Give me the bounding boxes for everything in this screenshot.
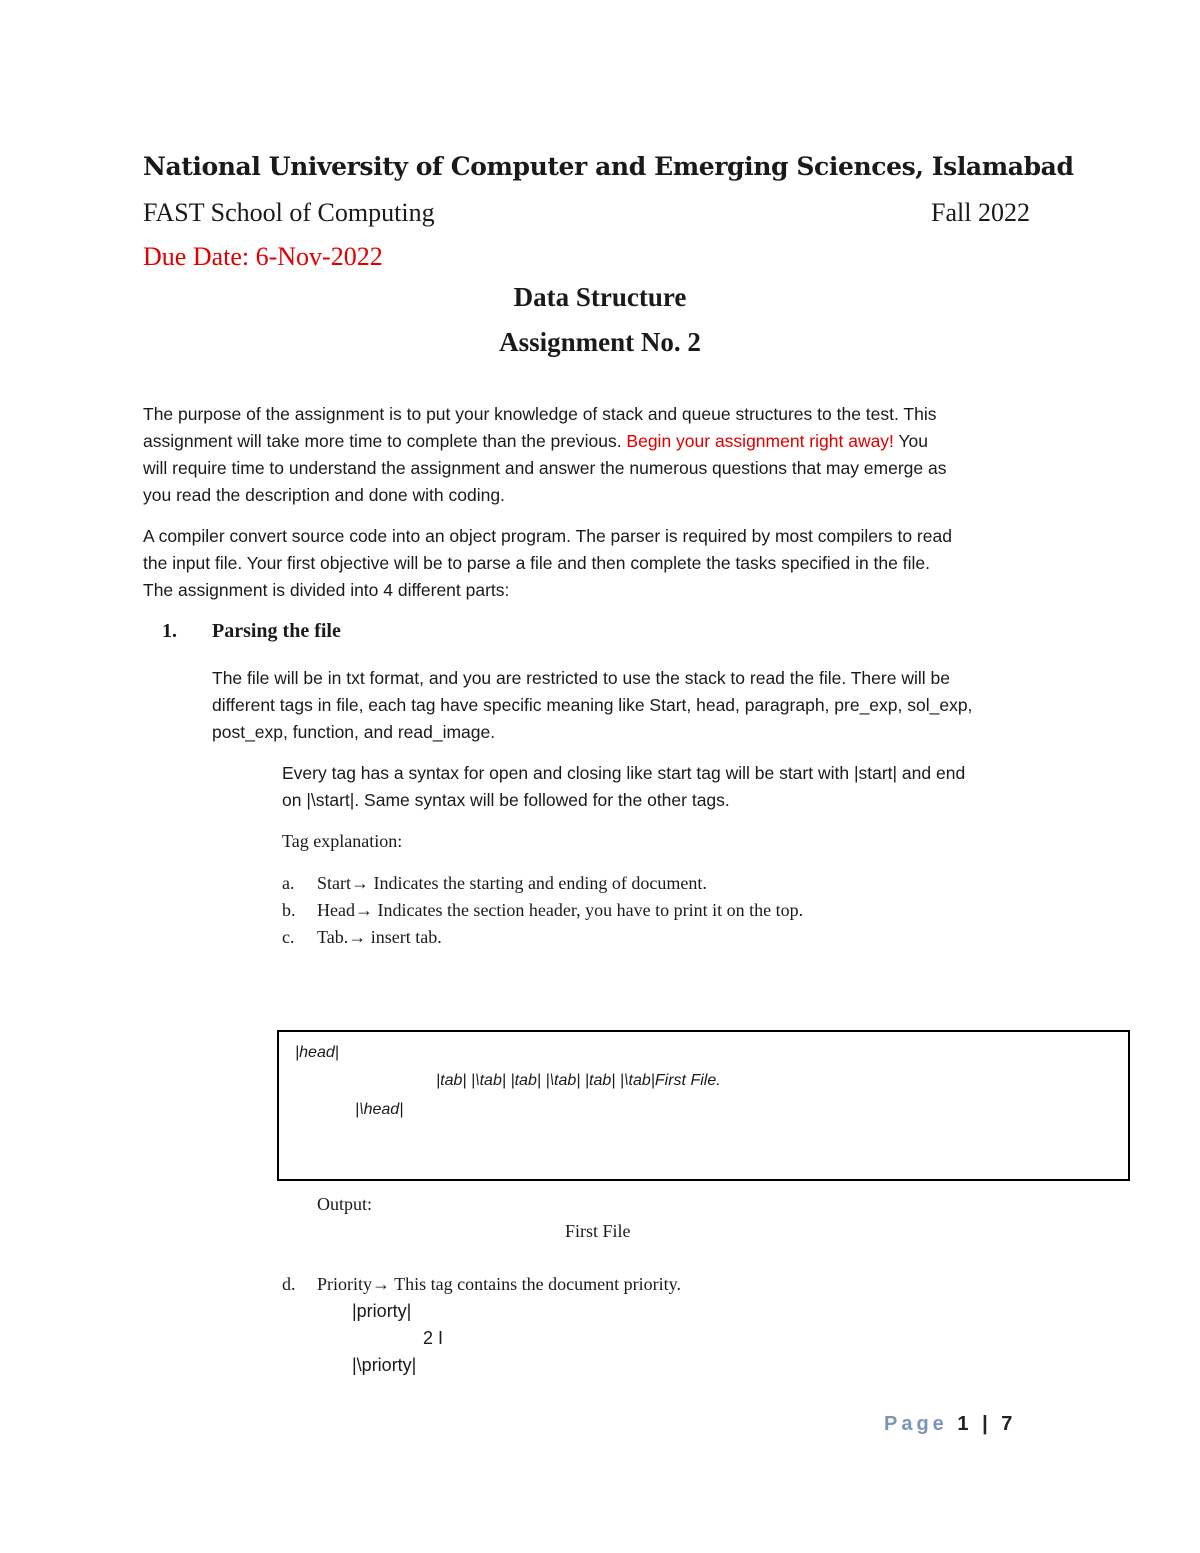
tag-explanation-heading: Tag explanation: (282, 831, 403, 851)
intro-text: You (893, 431, 928, 451)
school-name: FAST School of Computing (143, 198, 435, 227)
compiler-line: the input file. Your first objective will be to parse a file and then complete the tasks specified in the file. (143, 553, 930, 573)
list-marker: b. (282, 900, 296, 920)
syntax-line: Every tag has a syntax for open and closing like start tag will be start with |start| and end (282, 763, 966, 783)
intro-line: The purpose of the assignment is to put your knowledge of stack and queue structures to the test. This (143, 404, 937, 424)
due-date: Due Date: 6-Nov-2022 (143, 242, 383, 271)
intro-warning: Begin your assignment right away! (626, 431, 894, 451)
compiler-line: The assignment is divided into 4 different parts: (143, 580, 510, 600)
list-marker: c. (282, 927, 295, 947)
syntax-description (282, 760, 1082, 814)
section-description (212, 665, 1082, 746)
intro-line: will require time to understand the assignment and answer the numerous questions that may emerge as (143, 458, 947, 478)
list-item-start: Start→ Indicates the starting and ending of document. (317, 873, 707, 893)
university-name: National University of Computer and Emerging Sciences, Islamabad (143, 152, 1074, 181)
intro-line: you read the description and done with coding. (143, 485, 505, 505)
list-item-priority: Priority→ This tag contains the document priority. (317, 1274, 681, 1294)
priority-value: 2 I (423, 1328, 444, 1348)
current-page: 1 (957, 1413, 973, 1435)
code-line: |tab| |\tab| |tab| |\tab| |tab| |\tab|First File. (436, 1072, 721, 1089)
code-line: |head| (295, 1044, 339, 1061)
description-line: post_exp, function, and read_image. (212, 722, 496, 742)
priority-open-tag: |priorty| (352, 1301, 412, 1321)
syntax-line: on |\start|. Same syntax will be followed for the other tags. (282, 790, 730, 810)
priority-close-tag: |\priorty| (352, 1355, 417, 1375)
total-pages: 7 (1001, 1413, 1017, 1435)
output-label: Output: (317, 1194, 373, 1214)
page-label: Page (884, 1413, 948, 1435)
course-title: Data Structure (513, 282, 687, 312)
list-item-head: Head→ Indicates the section header, you have to print it on the top. (317, 900, 804, 920)
section-title: Parsing the file (212, 620, 341, 642)
intro-text: assignment will take more time to complete than the previous. (143, 431, 627, 451)
code-example-box (277, 1030, 1130, 1181)
description-line: different tags in file, each tag have specific meaning like Start, head, paragraph, pre_exp, sol_exp, (212, 695, 973, 715)
code-line: |\head| (355, 1101, 404, 1118)
list-item-tab: Tab.→ insert tab. (317, 927, 442, 947)
compiler-paragraph (143, 523, 1058, 604)
description-line: The file will be in txt format, and you are restricted to use the stack to read the file. There will be (212, 668, 950, 688)
page-number (884, 1413, 1016, 1436)
term: Fall 2022 (931, 198, 1030, 227)
intro-paragraph (143, 401, 1058, 509)
section-number: 1. (162, 620, 177, 642)
compiler-line: A compiler convert source code into an object program. The parser is required by most compilers to read (143, 526, 952, 546)
list-marker: d. (282, 1274, 296, 1294)
list-marker: a. (282, 873, 295, 893)
assignment-title: Assignment No. 2 (499, 327, 701, 357)
output-value: First File (565, 1221, 631, 1241)
intro-line (143, 428, 1058, 455)
page-separator: | (982, 1413, 992, 1435)
